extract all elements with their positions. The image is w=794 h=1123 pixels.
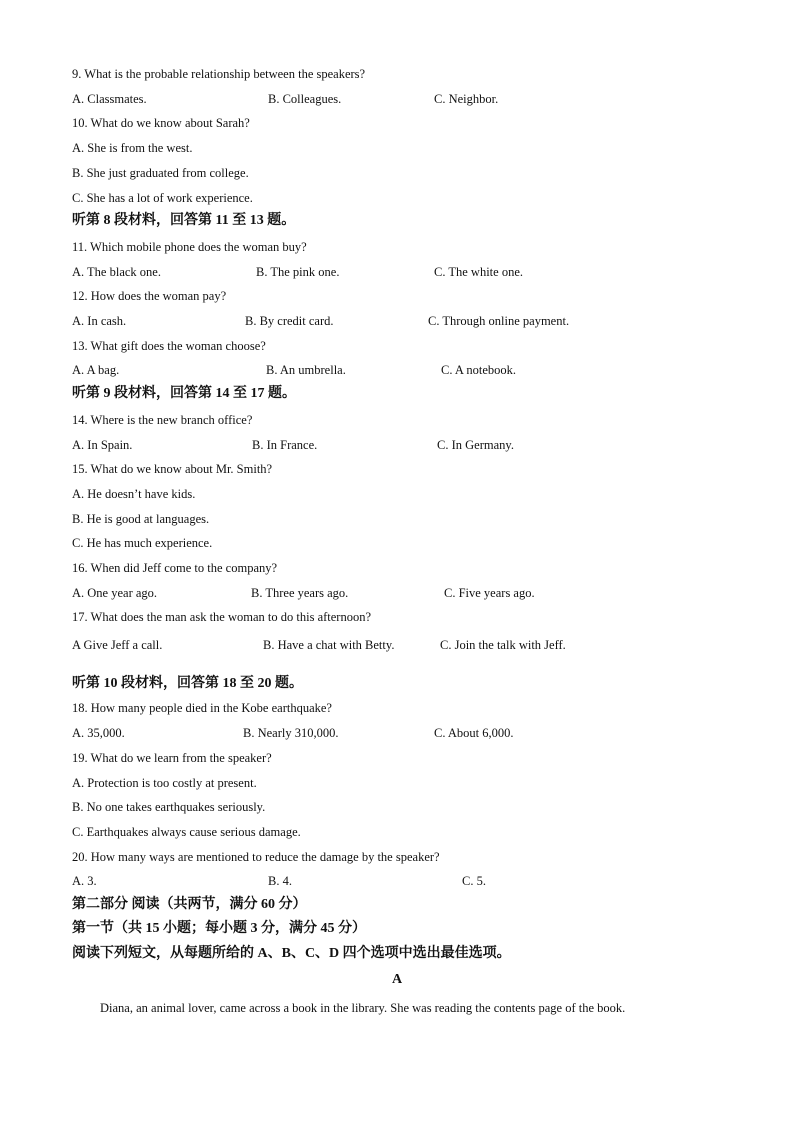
q17-option-c: C. Join the talk with Jeff.	[440, 638, 566, 652]
q16-option-a: A. One year ago.	[72, 586, 158, 600]
q19-option-a: A. Protection is too costly at present.	[72, 776, 257, 790]
q9: 9. What is the probable relationship between the speakers?	[72, 67, 366, 81]
q14-option-b: B. In France.	[252, 438, 318, 452]
q9-option-b: B. Colleagues.	[268, 92, 342, 106]
q18-option-b: B. Nearly 310,000.	[243, 726, 339, 740]
q10-option-c: C. She has a lot of work experience.	[72, 191, 253, 205]
q11: 11. Which mobile phone does the woman buy?	[72, 240, 307, 254]
passage-intro: Diana, an animal lover, came across a book in the library. She was reading the contents page of the book.	[100, 1001, 626, 1015]
q14-option-a: A. In Spain.	[72, 438, 133, 452]
q13-option-b: B. An umbrella.	[266, 363, 346, 377]
q15: 15. What do we know about Mr. Smith?	[72, 462, 273, 476]
q9-option-c: C. Neighbor.	[434, 92, 499, 106]
q20-option-b: B. 4.	[268, 874, 292, 888]
q20: 20. How many ways are mentioned to reduce the damage by the speaker?	[72, 850, 440, 864]
q18-option-a: A. 35,000.	[72, 726, 125, 740]
q15-option-c: C. He has much experience.	[72, 536, 213, 550]
q10-option-a: A. She is from the west.	[72, 141, 193, 155]
q16: 16. When did Jeff come to the company?	[72, 561, 278, 575]
q18: 18. How many people died in the Kobe earthquake?	[72, 701, 332, 715]
q11-option-a: A. The black one.	[72, 265, 161, 279]
section-9-heading: 听第 9 段材料，回答第 14 至 17 题。	[72, 386, 296, 401]
q20-option-a: A. 3.	[72, 874, 97, 888]
q12-option-a: A. In cash.	[72, 314, 127, 328]
q20-option-c: C. 5.	[462, 874, 486, 888]
q19-option-c: C. Earthquakes always cause serious damage.	[72, 825, 301, 839]
part-2-heading: 第二部分 阅读（共两节，满分 60 分）	[72, 897, 307, 912]
q16-option-b: B. Three years ago.	[251, 586, 349, 600]
q19-option-b: B. No one takes earthquakes seriously.	[72, 800, 266, 814]
q15-option-a: A. He doesn’t have kids.	[72, 487, 196, 501]
q9-option-a: A. Classmates.	[72, 92, 147, 106]
q10-option-b: B. She just graduated from college.	[72, 166, 249, 180]
q12-option-c: C. Through online payment.	[428, 314, 570, 328]
q16-option-c: C. Five years ago.	[444, 586, 535, 600]
q12: 12. How does the woman pay?	[72, 289, 227, 303]
q17-option-a: A Give Jeff a call.	[72, 638, 163, 652]
q13-option-a: A. A bag.	[72, 363, 120, 377]
q17-option-b: B. Have a chat with Betty.	[263, 638, 395, 652]
q14: 14. Where is the new branch office?	[72, 413, 253, 427]
section-8-heading: 听第 8 段材料，回答第 11 至 13 题。	[72, 213, 296, 228]
section-1-heading: 第一节（共 15 小题；每小题 3 分，满分 45 分）	[72, 921, 366, 936]
q11-option-b: B. The pink one.	[256, 265, 340, 279]
q14-option-c: C. In Germany.	[437, 438, 514, 452]
q11-option-c: C. The white one.	[434, 265, 523, 279]
q19: 19. What do we learn from the speaker?	[72, 751, 272, 765]
section-10-heading: 听第 10 段材料，回答第 18 至 20 题。	[72, 676, 303, 691]
q13: 13. What gift does the woman choose?	[72, 339, 266, 353]
q10: 10. What do we know about Sarah?	[72, 116, 250, 130]
passage-label: A	[391, 972, 403, 987]
reading-instructions: 阅读下列短文，从每题所给的 A、B、C、D 四个选项中选出最佳选项。	[72, 946, 511, 961]
q18-option-c: C. About 6,000.	[434, 726, 514, 740]
q12-option-b: B. By credit card.	[245, 314, 334, 328]
q17: 17. What does the man ask the woman to do this afternoon?	[72, 610, 372, 624]
q15-option-b: B. He is good at languages.	[72, 512, 210, 526]
q13-option-c: C. A notebook.	[441, 363, 517, 377]
